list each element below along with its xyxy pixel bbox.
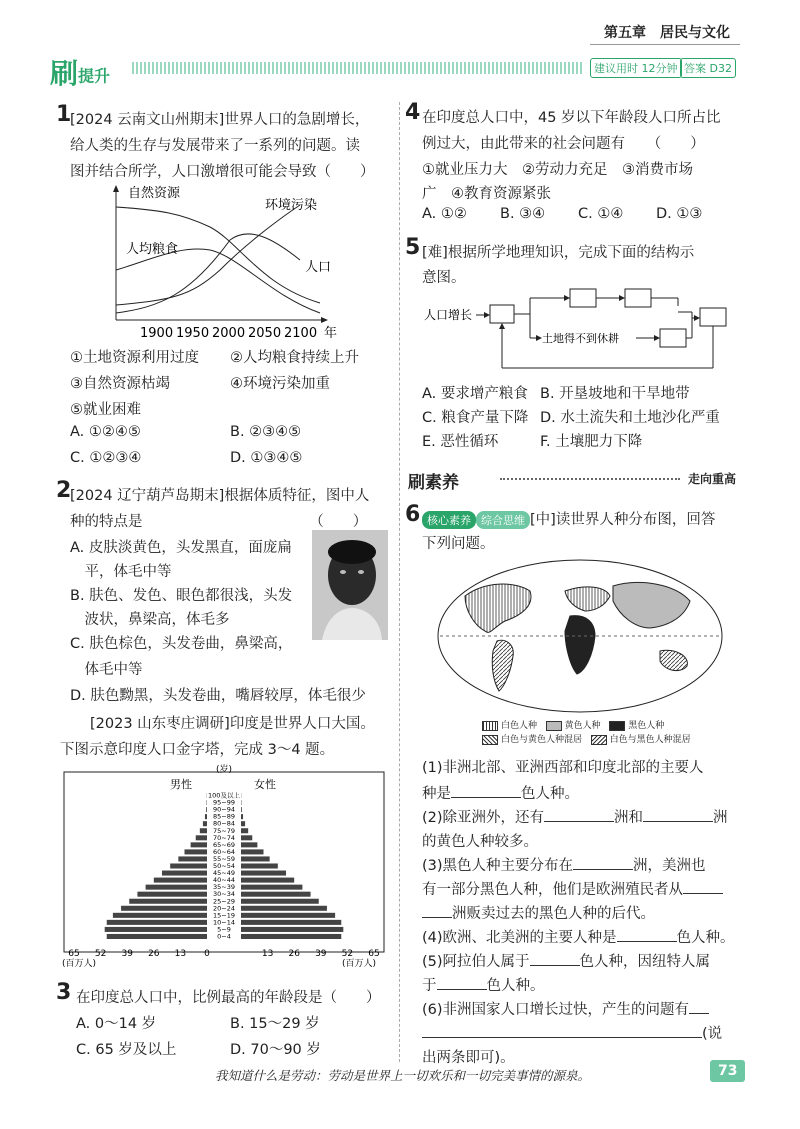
q6-sub6-line2: (说 — [422, 1022, 722, 1043]
answer-badge: 答案 D32 — [680, 58, 736, 78]
legend-swatch — [482, 721, 498, 731]
pyramid-bar-male — [121, 906, 207, 911]
legend-swatch — [609, 721, 625, 731]
pyramid-bar-female — [241, 906, 327, 911]
q6-line-1: 核心素养 综合思维 [中]读世界人种分布图，回答 — [422, 508, 715, 529]
q1-number: 1 — [56, 102, 72, 127]
q5-option-b: B. 开垦坡地和干旱地带 — [540, 386, 690, 402]
pyramid-bar-male — [129, 899, 207, 904]
q4-line-2: 例过大，由此带来的社会问题有 （ ） — [422, 136, 705, 152]
age-label: 0~4 — [217, 932, 231, 941]
q1-line-3: 图并结合所学，人口激增很可能会导致（ ） — [70, 164, 375, 180]
pyramid-bar-male — [146, 885, 207, 890]
x-tick: 65 — [368, 949, 380, 959]
diagram-mid-label: 土地得不到休耕 — [542, 332, 619, 345]
x-tick: 1950 — [176, 326, 210, 341]
age-label: 25~29 — [213, 897, 235, 906]
population-pyramid — [58, 762, 393, 972]
q2-line-2: 种的特点是 （ ） — [70, 514, 368, 530]
answer-blank[interactable] — [643, 807, 713, 822]
pyramid-bar-male — [184, 849, 207, 854]
pyramid-bar-male — [137, 892, 207, 897]
intro-line-2: 下图示意印度人口金字塔，完成 3～4 题。 — [60, 742, 335, 758]
q3-number: 3 — [56, 980, 72, 1005]
q6-sub3-line2: 有一部分黑色人种，他们是欧洲殖民者从 — [422, 878, 723, 899]
q5-option-a: A. 要求增产粮食 — [422, 386, 528, 402]
q1-line-1: [2024 云南文山州期末]世界人口的急剧增长， — [70, 112, 370, 128]
q1-choice-c[interactable]: C. ①②③④ — [70, 450, 142, 466]
age-label: 65~69 — [213, 840, 235, 849]
x-tick: 65 — [68, 949, 80, 959]
q2-choice-c[interactable]: C. 肤色棕色，头发卷曲，鼻梁高， — [70, 636, 293, 652]
q4-line-1: 在印度总人口中，45 岁以下年龄段人口所占比 — [422, 110, 721, 126]
pyramid-bar-female — [241, 821, 245, 826]
pyramid-bar-female — [241, 828, 248, 833]
age-label: 15~19 — [213, 911, 235, 920]
q4-line-3: ①就业压力大 ②劳动力充足 ③消费市场 — [422, 162, 693, 178]
pyramid-bar-male — [205, 814, 207, 819]
population-trend-chart — [100, 185, 360, 345]
age-label: 60~64 — [213, 847, 235, 856]
age-label: 70~74 — [213, 833, 235, 842]
q1-choice-a[interactable]: A. ①②④⑤ — [70, 424, 141, 440]
q6-sub5-line2: 于 色人种。 — [422, 974, 545, 995]
age-label: 30~34 — [213, 890, 235, 899]
q6-number: 6 — [405, 502, 421, 527]
answer-blank[interactable] — [451, 783, 521, 798]
time-badge: 建议用时 12分钟 — [590, 58, 682, 78]
answer-blank[interactable] — [530, 951, 580, 966]
pyramid-bar-female — [241, 835, 252, 840]
age-label: 20~24 — [213, 904, 235, 913]
q6-sub6-line3: 出两条即可)。 — [422, 1050, 515, 1066]
pyramid-bar-male — [105, 927, 207, 932]
answer-blank[interactable] — [437, 975, 487, 990]
answer-blank[interactable] — [422, 903, 452, 918]
q4-choice-b[interactable]: B. ③④ — [500, 206, 546, 222]
age-label: 5~9 — [217, 925, 231, 934]
label-natural-resources: 自然资源 — [128, 186, 181, 201]
x-tick: 13 — [261, 949, 274, 959]
age-label: 10~14 — [213, 918, 235, 927]
pyramid-bar-female — [241, 920, 341, 925]
age-label: 75~79 — [213, 826, 235, 835]
x-tick: 2050 — [248, 326, 282, 341]
x-tick: 1900 — [140, 326, 174, 341]
q6-sub5-line1: (5)阿拉伯人属于 色人种，因纽特人属 — [422, 950, 710, 971]
x-tick: 26 — [288, 949, 300, 959]
pyramid-bar-male — [154, 878, 207, 883]
page-number: 73 — [710, 1060, 745, 1082]
q1-line-2: 给人类的生存与发展带来了一系列的问题。读 — [70, 138, 360, 154]
x-tick: 26 — [148, 949, 160, 959]
q5-number: 5 — [405, 235, 421, 260]
label-pollution: 环境污染 — [265, 198, 318, 213]
diagram-box — [490, 305, 514, 323]
pyramid-bar-female — [241, 871, 286, 876]
age-unit: (岁) — [216, 765, 233, 775]
pyramid-bar-male — [200, 828, 207, 833]
label-grain: 人均粮食 — [126, 242, 179, 257]
q6-sub4: (4)欧洲、北美洲的主要人种是 色人种。 — [422, 926, 735, 947]
q2-choice-a-cont: 平，体毛中等 — [70, 564, 172, 580]
pyramid-bar-female — [241, 927, 343, 932]
diagram-box — [570, 289, 596, 307]
series-per-capita-grain — [116, 249, 320, 313]
pyramid-bar-male — [113, 913, 207, 918]
q2-choice-b[interactable]: B. 肤色、发色、眼色都很浅，头发 — [70, 588, 293, 604]
x-tick: 2000 — [212, 326, 246, 341]
q4-choice-a[interactable]: A. ①② — [422, 206, 467, 222]
brand-logo: 刷提升 — [50, 57, 111, 90]
pyramid-bar-female — [241, 885, 302, 890]
x-tick: 39 — [121, 949, 133, 959]
age-label: 40~44 — [213, 876, 235, 885]
legend-swatch — [546, 721, 562, 731]
x-tick: 39 — [315, 949, 327, 959]
age-label: 45~49 — [213, 869, 235, 878]
map-legend-row-1: 白色人种 黄色人种 黑色人种 — [482, 718, 664, 731]
world-race-map — [435, 556, 725, 716]
q4-number: 4 — [405, 100, 421, 125]
q5-option-f: F. 土壤肥力下降 — [540, 434, 643, 450]
pyramid-bar-male — [206, 807, 207, 812]
pyramid-bar-female — [241, 899, 319, 904]
pyramid-bar-female — [241, 892, 311, 897]
map-legend-row-2: 白色与黄色人种混居 白色与黑色人种混居 — [482, 732, 691, 745]
legend-swatch — [482, 735, 498, 745]
q5-line-1: [难]根据所学地理知识，完成下面的结构示 — [422, 245, 695, 261]
pyramid-bar-female — [241, 814, 243, 819]
age-label: 95~99 — [213, 798, 235, 807]
pyramid-bar-female — [241, 878, 294, 883]
q5-option-c: C. 粮食产量下降 — [422, 410, 529, 426]
x-tick: 2100 — [284, 326, 318, 341]
q6-sub2-line2: 的黄色人种较多。 — [422, 834, 538, 850]
pyramid-bar-female — [241, 863, 278, 868]
age-label: 35~39 — [213, 883, 235, 892]
q2-line-1: [2024 辽宁葫芦岛期末]根据体质特征，图中人 — [70, 488, 370, 504]
q1-item: ③自然资源枯竭 — [70, 376, 170, 392]
x-tick: 52 — [94, 949, 107, 959]
q2-choice-c-cont: 体毛中等 — [70, 662, 143, 678]
q4-choice-c[interactable]: C. ①④ — [578, 206, 624, 222]
q4-choice-d[interactable]: D. ①③ — [656, 206, 703, 222]
pyramid-bar-female — [241, 849, 264, 854]
tag-thinking: 综合思维 — [476, 511, 530, 529]
q1-item: ①土地资源利用过度 — [70, 350, 199, 366]
answer-blank[interactable] — [573, 855, 633, 870]
pyramid-bar-female — [241, 913, 335, 918]
q1-choice-b[interactable]: B. ②③④⑤ — [230, 424, 302, 440]
pyramid-bar-male — [162, 871, 207, 876]
footer-quote: 我知道什么是劳动：劳动是世界上一切欢乐和一切完美事情的源泉。 — [215, 1068, 591, 1083]
q3-choice-b[interactable]: B. 15～29 岁 — [230, 1016, 320, 1032]
q6-sub1-line2: 种是 色人种。 — [422, 782, 579, 803]
tag-core: 核心素养 — [422, 511, 476, 529]
pyramid-bar-male — [203, 821, 207, 826]
pyramid-bar-male — [107, 920, 207, 925]
q6-sub1-line1: (1)非洲北部、亚洲西部和印度北部的主要人 — [422, 760, 704, 776]
age-label: 50~54 — [213, 862, 235, 871]
q6-sub2-line1: (2)除亚洲外，还有 洲和 洲 — [422, 806, 728, 827]
age-label: 80~84 — [213, 819, 235, 828]
pyramid-bar-male — [178, 856, 207, 861]
x-unit: 年 — [324, 326, 338, 341]
section-dotline — [500, 478, 680, 480]
q2-choice-b-cont: 波状，鼻梁高，体毛多 — [70, 612, 230, 628]
q1-choice-d[interactable]: D. ①③④⑤ — [230, 450, 303, 466]
legend-swatch — [591, 735, 607, 745]
answer-blank[interactable] — [422, 1023, 702, 1038]
column-divider — [399, 102, 401, 1062]
q5-option-d: D. 水土流失和土地沙化严重 — [540, 410, 720, 426]
person-photo — [312, 530, 388, 640]
pyramid-bar-female — [241, 934, 341, 939]
q5-line-2: 意图。 — [422, 270, 466, 286]
header-rule — [590, 44, 740, 45]
x-tick: 52 — [341, 949, 354, 959]
x-unit-left: (百万人) — [62, 959, 97, 969]
age-label: 90~94 — [213, 805, 235, 814]
structure-diagram — [420, 282, 750, 382]
x-unit-right: (百万人) — [342, 959, 377, 969]
pyramid-bar-female — [241, 842, 257, 847]
male-label: 男性 — [170, 778, 192, 791]
q1-item: ④环境污染加重 — [230, 376, 330, 392]
pyramid-bar-male — [196, 835, 207, 840]
answer-blank[interactable] — [544, 807, 614, 822]
x-tick: 13 — [174, 949, 187, 959]
pyramid-bar-female — [241, 856, 270, 861]
q3-choice-a[interactable]: A. 0～14 岁 — [76, 1016, 157, 1032]
q2-number: 2 — [56, 478, 72, 503]
q6-sub3-line1: (3)黑色人种主要分布在 洲，美洲也 — [422, 854, 706, 875]
age-label: 85~89 — [213, 812, 235, 821]
age-label: 100及以上 — [208, 791, 240, 800]
pyramid-bar-male — [191, 842, 207, 847]
label-population: 人口 — [305, 260, 332, 275]
q4-line-4: 广 ④教育资源紧张 — [422, 186, 551, 202]
diagram-box — [660, 329, 686, 347]
q2-choice-d[interactable]: D. 肤色黝黑，头发卷曲，嘴唇较厚，体毛很少 — [70, 688, 366, 704]
q3-choice-d[interactable]: D. 70～90 岁 — [230, 1042, 321, 1058]
x-tick: 0 — [204, 949, 210, 959]
pyramid-bar-male — [107, 934, 207, 939]
answer-blank[interactable] — [617, 927, 677, 942]
q3-choice-c[interactable]: C. 65 岁及以上 — [76, 1042, 177, 1058]
section-title: 刷素养 — [408, 473, 459, 493]
diagram-box — [700, 308, 726, 326]
age-label: 55~59 — [213, 854, 235, 863]
q3-text: 在印度总人口中，比例最高的年龄段是（ ） — [76, 990, 381, 1006]
intro-line-1: [2023 山东枣庄调研]印度是世界人口大国。 — [90, 716, 375, 732]
female-label: 女性 — [254, 778, 276, 791]
chapter-title: 第五章 居民与文化 — [604, 25, 730, 41]
pyramid-bar-male — [170, 863, 207, 868]
answer-blank[interactable] — [683, 879, 723, 894]
diagram-start-label: 人口增长 — [424, 308, 473, 322]
section-right-label: 走向重高 — [688, 472, 737, 486]
q1-item: ⑤就业困难 — [70, 402, 141, 418]
q5-option-e: E. 恶性循环 — [422, 434, 499, 450]
q2-choice-a[interactable]: A. 皮肤淡黄色，头发黑直，面庞扁 — [70, 540, 292, 556]
pyramid-bar-female — [241, 807, 242, 812]
diagram-box — [625, 289, 651, 307]
q6-sub6-line1: (6)非洲国家人口增长过快，产生的问题有 — [422, 998, 709, 1019]
answer-blank[interactable] — [689, 999, 709, 1014]
header-stripe — [132, 62, 582, 74]
q1-item: ②人均粮食持续上升 — [230, 350, 359, 366]
q6-line-2: 下列问题。 — [422, 536, 495, 552]
q6-sub3-line3: 洲贩卖过去的黑色人种的后代。 — [422, 902, 655, 923]
